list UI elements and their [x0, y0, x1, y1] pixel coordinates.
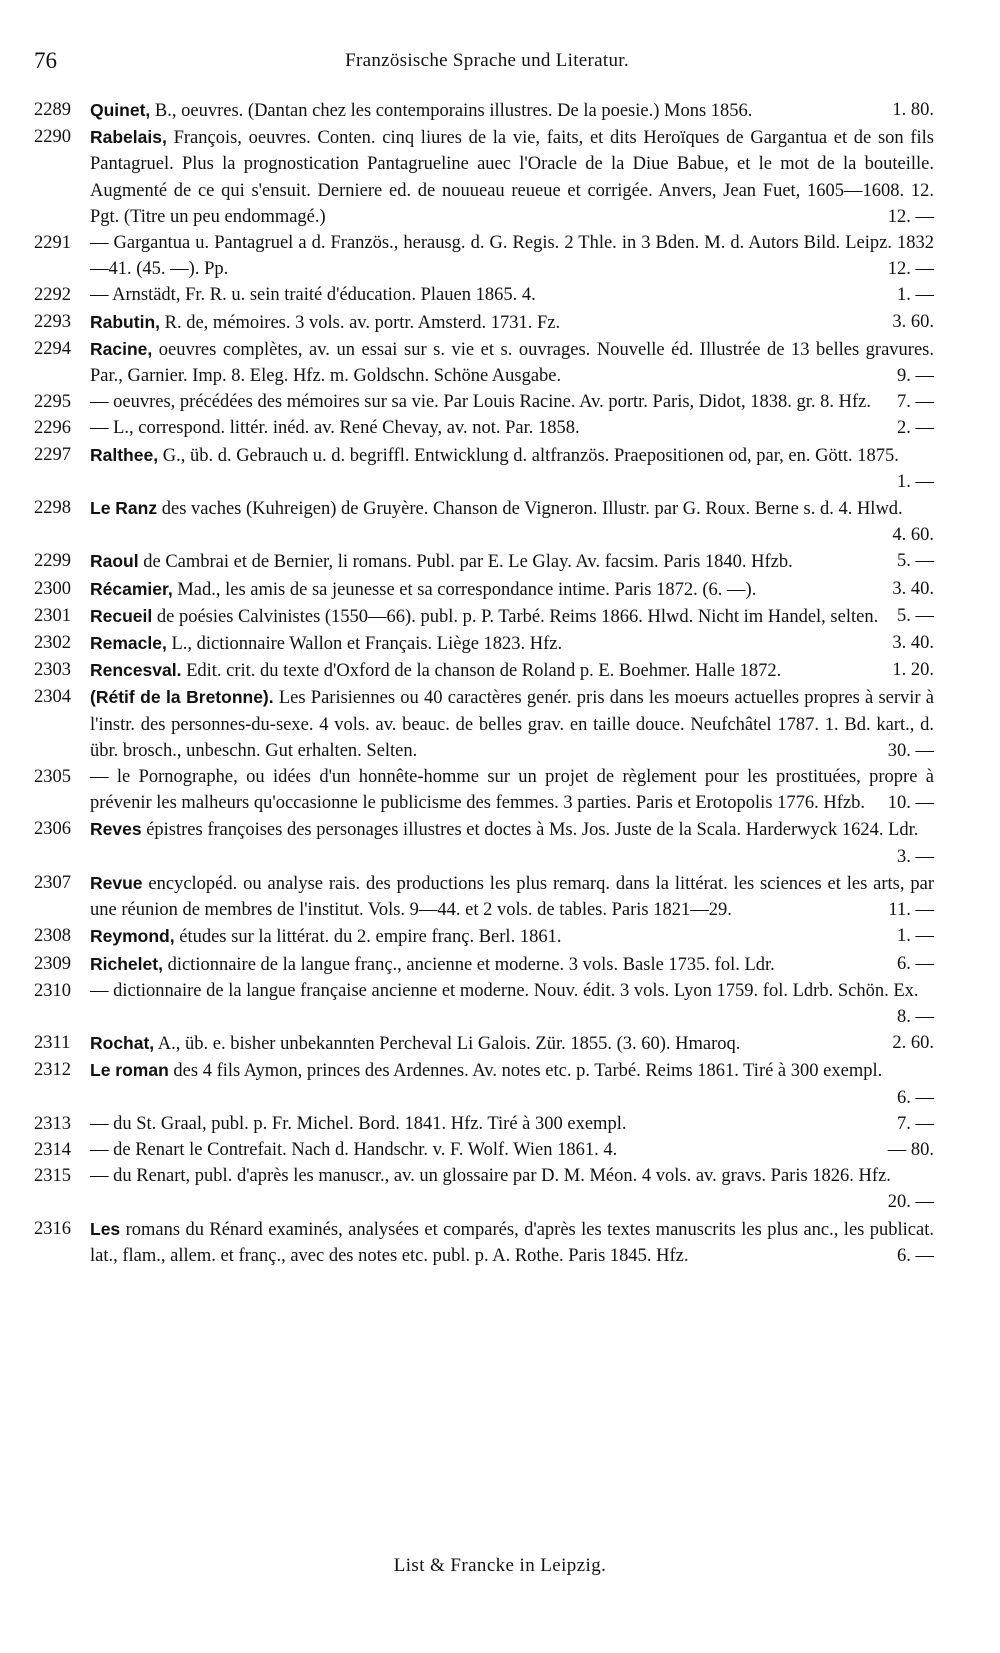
entry-price: 3. 40.	[892, 633, 934, 654]
entry-keyword: (Rétif de la Bretonne).	[90, 687, 274, 708]
entry-price: 1. 20.	[892, 660, 934, 681]
entry-number: 2303	[34, 660, 71, 681]
entry-description: de Cambrai et de Bernier, li romans. Publ. par E. Le Glay. Av. facsim. Paris 1840. Hfzb.	[143, 552, 793, 573]
catalog-entry	[34, 548, 934, 575]
entry-keyword: Remacle,	[90, 633, 167, 654]
entry-body	[90, 442, 934, 495]
entry-body	[90, 495, 934, 548]
entry-number: 2314	[34, 1139, 71, 1160]
entry-body	[90, 282, 934, 308]
entry-keyword: Richelet,	[90, 953, 163, 974]
entry-body	[90, 1137, 934, 1163]
entry-description: — oeuvres, précédées des mémoires sur sa vie. Par Louis Racine. Av. portr. Paris, Didot, 1838. gr. 8. Hfz.	[90, 392, 871, 413]
entry-body	[90, 415, 934, 441]
entry-number: 2315	[34, 1166, 71, 1187]
entry-keyword: Rencesval.	[90, 660, 182, 681]
entry-number: 2316	[34, 1218, 71, 1239]
entry-number: 2312	[34, 1060, 71, 1081]
entry-body	[90, 336, 934, 389]
entry-body	[90, 1163, 934, 1215]
catalog-entry	[34, 684, 934, 764]
entry-body	[90, 1030, 934, 1057]
entry-body	[90, 576, 934, 603]
entry-description: A., üb. e. bisher unbekannten Percheval Li Galois. Zür. 1855. (3. 60). Hmaroq.	[157, 1034, 741, 1055]
entry-keyword: Le Ranz	[90, 498, 158, 519]
catalog-entry	[34, 657, 934, 684]
entry-price: — 80.	[887, 1139, 934, 1160]
catalog-entry	[34, 978, 934, 1030]
entry-number: 2305	[34, 767, 71, 788]
entry-number: 2296	[34, 418, 71, 439]
entry-body	[90, 1216, 934, 1269]
entry-description: — de Renart le Contrefait. Nach d. Handschr. v. F. Wolf. Wien 1861. 4.	[90, 1139, 618, 1160]
entry-description: — du St. Graal, publ. p. Fr. Michel. Bord. 1841. Hfz. Tiré à 300 exempl.	[90, 1113, 627, 1134]
entry-keyword: Rabutin,	[90, 311, 160, 332]
entry-number: 2297	[34, 444, 71, 465]
entry-keyword: Récamier,	[90, 578, 173, 599]
entry-keyword: Reves	[90, 819, 142, 840]
entry-description: des 4 fils Aymon, princes des Ardennes. Av. notes etc. p. Tarbé. Reims 1861. Tiré à 300 exempl.	[173, 1061, 883, 1082]
entry-body	[90, 548, 934, 575]
entry-price: 1. —	[897, 926, 934, 947]
entry-price: 5. —	[897, 551, 934, 572]
entry-price: 3. —	[897, 846, 934, 867]
catalog-entry	[34, 1137, 934, 1163]
catalog-entry	[34, 816, 934, 869]
entry-description: des vaches (Kuhreigen) de Gruyère. Chanson de Vigneron. Illustr. par G. Roux. Berne s. d. 4. Hlwd.	[161, 499, 903, 520]
entry-price: 6. —	[897, 1087, 934, 1108]
entry-description: Edit. crit. du texte d'Oxford de la chanson de Roland p. E. Boehmer. Halle 1872.	[186, 661, 782, 682]
entry-price: 5. —	[897, 605, 934, 626]
entry-number: 2295	[34, 392, 71, 413]
entry-price: 6. —	[897, 1245, 934, 1266]
entry-description: Mad., les amis de sa jeunesse et sa correspondance intime. Paris 1872. (6. —).	[177, 579, 757, 600]
publisher-footer: List & Francke in Leipzig.	[393, 1555, 607, 1576]
entry-description: — Gargantua u. Pantagruel a d. Französ., herausg. d. G. Regis. 2 Thle. in 3 Bden. M. d. Autors Bild. Leipz. 1832—41. (45. —). Pp.	[90, 233, 934, 280]
catalog-entry	[34, 630, 934, 657]
entry-body	[90, 978, 934, 1030]
entry-price: 6. —	[897, 953, 934, 974]
entry-number: 2293	[34, 311, 71, 332]
entry-number: 2307	[34, 872, 71, 893]
entry-description: G., üb. d. Gebrauch u. d. begriffl. Entwicklung d. altfranzös. Praepositionen od, par, en. Gött. 1875.	[162, 445, 899, 466]
entry-body	[90, 124, 934, 230]
entry-price: 1. 80.	[892, 100, 934, 120]
entry-body	[90, 1111, 934, 1137]
entry-number: 2309	[34, 953, 71, 974]
entry-body	[90, 309, 934, 336]
entry-keyword: Les	[90, 1218, 121, 1239]
entry-price: 1. —	[897, 285, 934, 306]
entry-body	[90, 603, 934, 630]
catalog-entry	[34, 389, 934, 415]
entry-number: 2304	[34, 687, 71, 708]
entry-number: 2292	[34, 285, 71, 306]
entry-description: François, oeuvres. Conten. cinq liures de la vie, faits, et dits Heroïques de Gargantua et de son fils Pantagruel. Plus la prognostication Pantagrueline auec l'Oracle de la Diue Babue, et le mot de la bouteille. Augmenté de ce qui s'ensuit. Derniere ed. de nouueau reueue et corrigée. Anvers, Jean Fuet, 1605—1608. 12. Pgt. (Titre un peu endommagé.)	[90, 128, 935, 227]
entry-price: 30. —	[887, 740, 934, 761]
catalog-entry	[34, 923, 934, 950]
entry-body	[90, 630, 934, 657]
catalog-entry	[34, 576, 934, 603]
entry-body	[90, 951, 934, 978]
entry-price: 8. —	[897, 1006, 934, 1027]
entry-description: R. de, mémoires. 3 vols. av. portr. Amsterd. 1731. Fz.	[164, 312, 561, 333]
entry-description: études sur la littérat. du 2. empire franç. Berl. 1861.	[179, 927, 562, 948]
entry-number: 2299	[34, 551, 71, 572]
entry-description: — L., correspond. littér. inéd. av. René Chevay, av. not. Par. 1858.	[90, 418, 580, 439]
entry-number: 2308	[34, 926, 71, 947]
entry-keyword: Recueil	[90, 605, 153, 626]
catalog-entry	[34, 870, 934, 923]
page-number: 76	[34, 48, 57, 73]
catalog-entry	[34, 1163, 934, 1215]
catalog-entry	[34, 97, 934, 124]
entry-price: 20. —	[887, 1192, 934, 1213]
entry-price: 9. —	[897, 366, 934, 387]
entry-description: — du Renart, publ. d'après les manuscr., av. un glossaire par D. M. Méon. 4 vols. av. gravs. Paris 1826. Hfz.	[90, 1166, 891, 1187]
entry-number: 2301	[34, 605, 71, 626]
entry-body	[90, 389, 934, 415]
entry-description: B., oeuvres. (Dantan chez les contemporains illustres. De la poesie.) Mons 1856.	[154, 101, 753, 121]
catalog-entry	[34, 951, 934, 978]
entry-price: 2. —	[897, 418, 934, 439]
entry-keyword: Rabelais,	[90, 127, 167, 148]
entry-keyword: Rochat,	[90, 1033, 155, 1054]
entry-number: 2289	[34, 100, 71, 120]
entry-description: oeuvres complètes, av. un essai sur s. vie et s. ouvrages. Nouvelle éd. Illustrée de 13 belles gravures. Par., Garnier. Imp. 8. Eleg. Hfz. m. Goldschn. Schöne Ausgabe.	[90, 339, 934, 387]
entry-price: 12. —	[887, 259, 934, 280]
entry-keyword: Revue	[90, 872, 143, 893]
entry-keyword: Raoul	[90, 551, 139, 572]
catalog-entry	[34, 764, 934, 816]
entry-keyword: Racine,	[90, 338, 153, 359]
catalog-entry	[34, 1030, 934, 1057]
catalog-entry	[34, 124, 934, 230]
page-header	[34, 48, 940, 80]
entry-description: — dictionnaire de la langue française ancienne et moderne. Nouv. édit. 3 vols. Lyon 1759. fol. Ldrb. Schön. Ex.	[90, 980, 919, 1001]
entry-description: L., dictionnaire Wallon et Français. Liège 1823. Hfz.	[171, 634, 563, 655]
catalog-entry	[34, 1057, 934, 1110]
catalog-entry	[34, 336, 934, 389]
entry-keyword: Reymond,	[90, 926, 175, 947]
catalog-entry	[34, 1111, 934, 1137]
catalog-entry	[34, 495, 934, 548]
entry-body	[90, 97, 934, 124]
entry-price: 7. —	[897, 392, 934, 413]
entry-price: 1. —	[897, 471, 934, 492]
entry-price: 10. —	[887, 793, 934, 814]
entry-keyword: Le roman	[90, 1060, 169, 1081]
entry-price: 4. 60.	[892, 525, 934, 546]
entry-body	[90, 870, 934, 923]
entry-description: encyclopéd. ou analyse rais. des productions les plus remarq. dans la littérat. les sciences et les arts, par une réunion de membres de l'institut. Vols. 9—44. et 2 vols. de tables. Paris 1821—29.	[90, 873, 934, 921]
entry-number: 2294	[34, 338, 71, 359]
entry-body	[90, 230, 934, 282]
entry-price: 12. —	[887, 206, 934, 227]
entry-description: dictionnaire de la langue franç., ancienne et moderne. 3 vols. Basle 1735. fol. Ldr.	[167, 954, 775, 975]
entry-number: 2313	[34, 1113, 71, 1134]
catalog-entry	[34, 282, 934, 308]
entry-price: 11. —	[888, 900, 934, 921]
entry-number: 2298	[34, 498, 71, 519]
running-title: Französische Sprache und Literatur.	[345, 50, 629, 71]
entry-number: 2290	[34, 127, 71, 148]
entry-price: 3. 60.	[892, 311, 934, 332]
entry-keyword: Quinet,	[90, 100, 151, 120]
entry-description: Les Parisiennes ou 40 caractères genér. pris dans les moeurs actuelles propres à servir à l'instr. des personnes-du-sexe. 4 vols. av. beauc. de belles grav. en taille douce. Neufchâtel 1787. 1. Bd. kart., d. übr. brosch., unbeschn. Gut erhalten. Selten.	[90, 688, 934, 761]
entry-number: 2311	[34, 1033, 71, 1054]
catalog-entry	[34, 309, 934, 336]
entry-body	[90, 923, 934, 950]
catalog-entry	[34, 230, 934, 282]
catalog-entries	[34, 97, 934, 1269]
entry-description: — le Pornographe, ou idées d'un honnête-homme sur un projet de règlement pour les prostituées, propre à prévenir les malheurs qu'occasionne le publicisme des femmes. 3 parties. Paris et Erotopolis 1776. Hfzb.	[90, 767, 934, 814]
entry-description: épistres françoises des personages illustres et doctes à Ms. Jos. Juste de la Scala. Harderwyck 1624. Ldr.	[146, 820, 919, 841]
entry-body	[90, 1057, 934, 1110]
entry-body	[90, 657, 934, 684]
catalog-entry	[34, 603, 934, 630]
entry-keyword: Ralthee,	[90, 444, 159, 465]
entry-price: 2. 60.	[892, 1033, 934, 1054]
entry-body	[90, 816, 934, 869]
entry-body	[90, 764, 934, 816]
entry-number: 2306	[34, 819, 71, 840]
catalog-entry	[34, 415, 934, 441]
entry-description: romans du Rénard examinés, analysées et comparés, d'après les textes manuscrits les plus anc., les publicat. lat., flam., allem. et franç., avec des notes etc. publ. p. A. Rothe. Paris 1845. Hfz.	[90, 1219, 934, 1266]
entry-number: 2310	[34, 980, 71, 1001]
entry-body	[90, 684, 934, 764]
catalog-entry	[34, 1216, 934, 1269]
entry-number: 2300	[34, 578, 71, 599]
entry-number: 2291	[34, 233, 71, 254]
entry-description: de poésies Calvinistes (1550—66). publ. p. P. Tarbé. Reims 1866. Hlwd. Nicht im Handel, selten.	[156, 606, 879, 627]
entry-price: 3. 40.	[892, 578, 934, 599]
entry-description: — Arnstädt, Fr. R. u. sein traité d'éducation. Plauen 1865. 4.	[90, 285, 536, 306]
entry-price: 7. —	[897, 1113, 934, 1134]
entry-number: 2302	[34, 633, 71, 654]
catalog-entry	[34, 442, 934, 495]
